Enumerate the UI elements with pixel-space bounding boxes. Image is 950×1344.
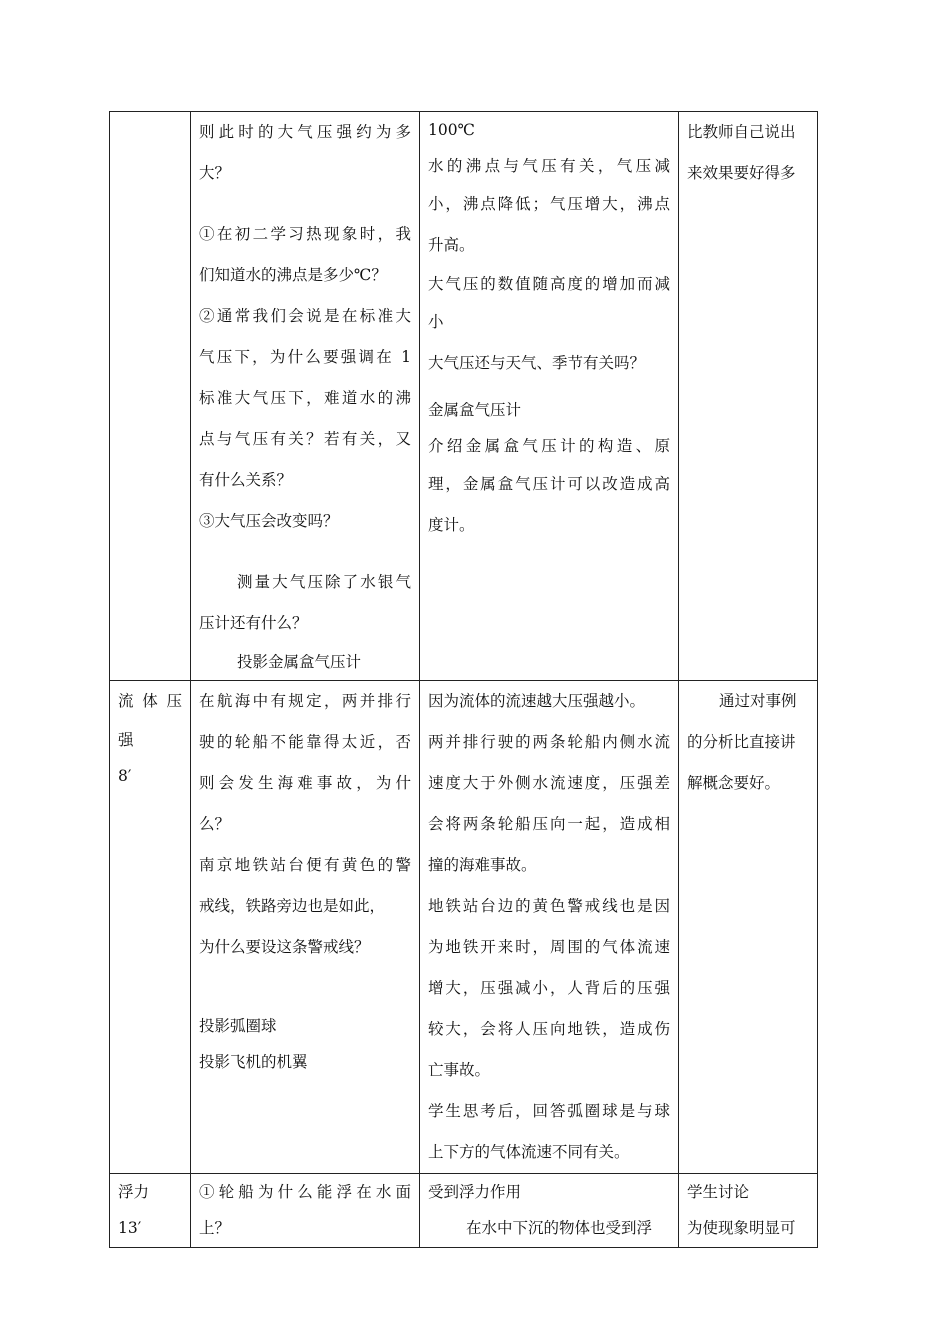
text-line: 有什么关系？ [199, 471, 293, 489]
text-line: 大？ [199, 164, 231, 182]
text-line: 比教师自己说出 [687, 123, 796, 141]
teacher-activity-cell [191, 1174, 420, 1248]
text-line: 投影弧圈球 [199, 1017, 277, 1035]
text-line: 投影飞机的机翼 [199, 1053, 308, 1071]
text-line: 投影金属盒气压计 [237, 653, 362, 671]
text-line: 上下方的气体流速不同有关。 [428, 1143, 630, 1161]
text-line: 点与气压有关？若有关，又 [199, 430, 411, 448]
table-row [110, 112, 818, 681]
text-line: 戒线，铁路旁边也是如此， [199, 897, 386, 915]
text-line: 撞的海难事故。 [428, 856, 537, 874]
text-line: 水的沸点与气压有关，气压减 [428, 157, 670, 175]
table-row [110, 681, 818, 1174]
text-line: 压计还有什么？ [199, 614, 308, 632]
text-line: 增大，压强减小，人背后的压强 [428, 979, 670, 997]
text-line: 亡事故。 [428, 1061, 491, 1079]
text-line: 受到浮力作用 [428, 1183, 522, 1201]
section-duration: 8′ [118, 767, 132, 785]
text-line: 地铁站台边的黄色警戒线也是因 [428, 897, 670, 915]
text-line: 两并排行驶的两条轮船内侧水流 [428, 733, 670, 751]
student-activity-cell [420, 1174, 679, 1248]
text-line: 驶的轮船不能靠得太近，否 [199, 733, 411, 751]
text-line: 测量大气压除了水银气 [237, 573, 411, 591]
text-line: 大气压还与天气、季节有关吗？ [428, 354, 646, 372]
text-line: 标准大气压下，难道水的沸 [199, 389, 411, 407]
text-line: 度计。 [428, 516, 475, 534]
text-line: 较大，会将人压向地铁，造成伤 [428, 1020, 670, 1038]
text-line: 金属盒气压计 [428, 401, 522, 419]
text-line: 解概念要好。 [687, 774, 781, 792]
text-line: ③大气压会改变吗？ [199, 512, 339, 530]
design-intent-cell [679, 1174, 818, 1248]
text-line: 因为流体的流速越大压强越小。 [428, 692, 646, 710]
lesson-plan-table [109, 111, 818, 1248]
section-title: 浮力 [118, 1183, 150, 1201]
design-intent-cell [679, 681, 818, 1174]
table-row [110, 1174, 818, 1248]
text-line: 理，金属盒气压计可以改造成高 [428, 475, 670, 493]
text-line: 小，沸点降低；气压增大，沸点 [428, 195, 670, 213]
teacher-activity-cell [191, 681, 420, 1174]
text-line: 100℃ [428, 121, 475, 139]
text-line: 来效果要好得多 [687, 164, 796, 182]
text-line: 的分析比直接讲 [687, 733, 796, 751]
text-line: 速度大于外侧水流速度，压强差 [428, 774, 670, 792]
text-line: 则会发生海难事故，为什 [199, 774, 411, 792]
design-intent-cell [679, 112, 818, 681]
text-line: 么？ [199, 815, 231, 833]
text-line: 介绍金属盒气压计的构造、原 [428, 437, 670, 455]
text-line: 为地铁开来时，周围的气体流速 [428, 938, 670, 956]
student-activity-cell [420, 681, 679, 1174]
section-cell [110, 112, 191, 681]
section-title: 流体压 [118, 692, 182, 710]
text-line: 则此时的大气压强约为多 [199, 123, 411, 141]
text-line: 学生讨论 [687, 1183, 750, 1201]
text-line: ①在初二学习热现象时，我 [199, 225, 411, 243]
student-activity-cell [420, 112, 679, 681]
section-title: 强 [118, 731, 134, 749]
text-line: 通过对事例 [719, 692, 797, 710]
section-duration: 13′ [118, 1219, 142, 1237]
text-line: ①轮船为什么能浮在水面 [199, 1183, 411, 1201]
text-line: 学生思考后，回答弧圈球是与球 [428, 1102, 670, 1120]
text-line: 南京地铁站台便有黄色的警 [199, 856, 411, 874]
text-line: 大气压的数值随高度的增加而减 [428, 275, 670, 293]
text-line: 小 [428, 313, 444, 331]
text-line: 在航海中有规定，两并排行 [199, 692, 411, 710]
text-line: ②通常我们会说是在标准大 [199, 307, 411, 325]
text-line: 气压下，为什么要强调在 1 [199, 348, 411, 366]
teacher-activity-cell [191, 112, 420, 681]
section-cell [110, 1174, 191, 1248]
text-line: 升高。 [428, 236, 475, 254]
text-line: 为什么要设这条警戒线？ [199, 938, 370, 956]
section-cell [110, 681, 191, 1174]
text-line: 上？ [199, 1219, 231, 1237]
text-line: 在水中下沉的物体也受到浮 [466, 1219, 653, 1237]
text-line: 们知道水的沸点是多少℃？ [199, 266, 387, 284]
text-line: 会将两条轮船压向一起，造成相 [428, 815, 670, 833]
text-line: 为使现象明显可 [687, 1219, 796, 1237]
